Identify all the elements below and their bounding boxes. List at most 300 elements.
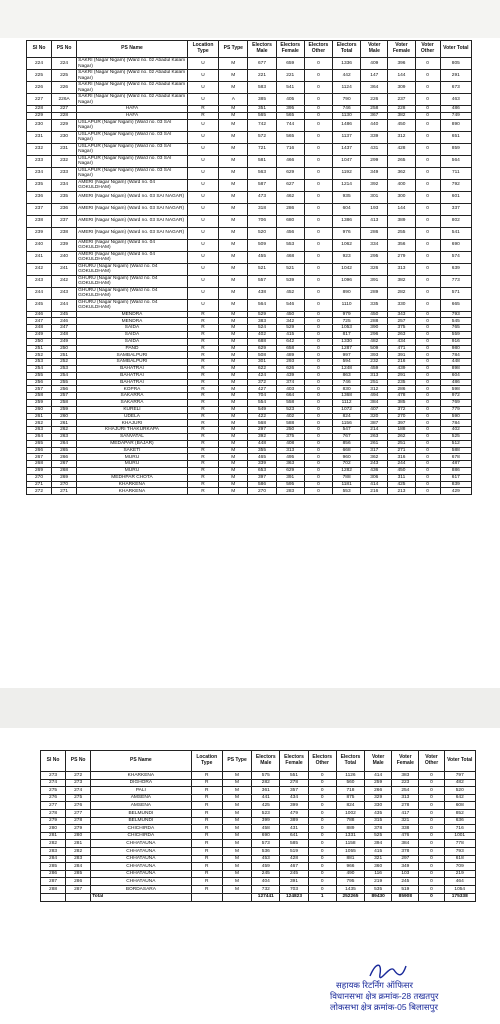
table-cell: 622 [248,365,276,372]
table-cell: 568 [248,420,276,427]
table-cell: 636 [444,817,475,825]
table-cell: 0 [308,809,336,817]
column-header: Electors Other [308,751,336,772]
table-cell: 0 [415,263,440,275]
table-cell: 565 [276,131,304,143]
table-cell: 0 [419,809,444,817]
table-cell: 397 [248,474,276,481]
table-cell: 702 [333,461,361,468]
table-cell: 0 [419,840,444,848]
table-cell: 1435 [336,885,364,893]
table-cell: M [219,481,248,488]
table-row [27,143,472,155]
table-cell: 455 [248,251,276,263]
table-cell: R [187,427,218,434]
table-cell: 0 [304,275,332,287]
table-cell: U [187,215,218,227]
table-cell: U [187,131,218,143]
table-cell: M [222,802,251,810]
table-cell: 665 [440,299,471,311]
table-row [27,406,472,413]
table-cell: 863 [333,372,361,379]
table-cell: 793 [440,311,471,318]
table-cell: M [219,345,248,352]
table-cell: U [187,167,218,179]
table-cell: 0 [415,461,440,468]
table-cell: 805 [440,58,471,70]
table-cell: 237 [27,203,52,215]
table-cell: R [187,338,218,345]
table-row [41,802,476,810]
table-cell: 468 [276,251,304,263]
table-cell: 541 [276,82,304,94]
table-cell: 235 [27,179,52,191]
table-cell: A [219,94,248,106]
table-cell: 364 [361,82,388,94]
table-cell: 414 [365,772,392,780]
table-cell: M [222,840,251,848]
table-cell: 452 [276,287,304,299]
table-cell: 797 [444,772,475,780]
ps-name-cell: KHARKENA [77,488,188,495]
table-cell: R [191,870,222,878]
table-cell: 519 [280,847,308,855]
table-cell: 554 [248,399,276,406]
table-cell: 270 [52,481,77,488]
table-cell: 581 [248,155,276,167]
table-cell: 425 [252,802,280,810]
table-cell: 0 [304,325,332,332]
table-cell: 0 [304,82,332,94]
table-row [27,239,472,251]
table-cell: R [191,772,222,780]
table-cell: U [187,94,218,106]
table-cell: 629 [276,467,304,474]
ps-name-cell: SAKRI (Nagar Nigam) (Ward no. 02 Abadul Kalam Nagar) [77,94,188,106]
table-cell: 721 [248,143,276,155]
table-row [27,467,472,474]
table-cell: 334 [361,239,388,251]
table-cell: 263 [52,433,77,440]
table-cell: 1282 [333,467,361,474]
signature-stamp [330,966,490,1022]
table-row [27,82,472,94]
ps-name-cell: HAFA [77,106,188,113]
table-cell: 1124 [333,82,361,94]
table-cell: 626 [276,365,304,372]
table-cell: 0 [308,847,336,855]
table-cell: R [191,863,222,871]
ps-name-cell: USLAPUR (Nagar Nigam) (Ward no. 03 SAI Nagar) [77,167,188,179]
table-cell: 272 [27,488,52,495]
table-cell: 536 [252,847,280,855]
table-cell: 425 [388,481,415,488]
table-cell: 241 [27,251,52,263]
table-cell: 0 [304,488,332,495]
table-cell: 0 [415,203,440,215]
table-cell: 639 [440,263,471,275]
table-cell: 482 [361,338,388,345]
table-cell: R [191,787,222,795]
table-cell: 0 [415,379,440,386]
table-cell: 392 [361,179,388,191]
table-cell: R [187,365,218,372]
table-cell: 0 [419,794,444,802]
table-cell: 574 [440,251,471,263]
signature-line-1: सहायक रिटर्निंग ऑफिसर [336,980,413,990]
table-cell: 271 [52,488,77,495]
ps-name-cell: SAMBALPURI [77,352,188,359]
table-cell: 383 [392,772,419,780]
table-cell: 248 [52,331,77,338]
table-cell: 1072 [333,406,361,413]
table-cell: 0 [304,467,332,474]
table-cell: 258 [361,106,388,113]
table-cell: R [191,802,222,810]
table-cell: 279 [388,251,415,263]
table-cell: 525 [365,832,392,840]
table-cell: 247 [52,325,77,332]
table-cell: 261 [361,440,388,447]
table-cell: 288 [361,318,388,325]
table-cell: 0 [415,481,440,488]
table-cell: 266 [52,454,77,461]
ps-name-cell: PALI [91,787,191,795]
table-cell: M [219,318,248,325]
signature-line-2: विधानसभा क्षेत्र क्रमांक-28 तखतपुर [330,991,439,1001]
table-cell: 276 [66,802,91,810]
table-cell: M [222,772,251,780]
table-cell: 408 [276,440,304,447]
table-cell: R [191,885,222,893]
table-cell: M [219,191,248,203]
table-cell: 247 [27,318,52,325]
table-cell: 272 [66,772,91,780]
table-cell: 0 [304,299,332,311]
table-cell: 330 [365,802,392,810]
table-cell: M [222,787,251,795]
table-cell: 439 [388,365,415,372]
table-cell: 997 [333,352,361,359]
ps-name-cell: MURU [77,467,188,474]
table-cell: M [219,365,248,372]
table-cell: R [187,481,218,488]
table-row [41,840,476,848]
table-cell: 338 [392,825,419,833]
table-cell: 240 [52,251,77,263]
ps-name-cell: AMSENA [91,802,191,810]
table-cell: 237 [388,94,415,106]
table-cell: 214 [361,427,388,434]
table-cell: 400 [388,179,415,191]
table-cell: 103 [392,870,419,878]
table-cell: 397 [388,420,415,427]
table-cell: 1042 [333,263,361,275]
table-cell: 349 [361,167,388,179]
table-cell: 486 [440,106,471,113]
table-cell: 267 [27,454,52,461]
table-cell: 746 [333,106,361,113]
table-cell: 254 [392,787,419,795]
table-cell: 255 [388,227,415,239]
table-cell: 824 [333,413,361,420]
table-cell: 523 [252,809,280,817]
table-row [27,263,472,275]
table-cell: 588 [440,447,471,454]
table-cell: 604 [440,372,471,379]
table-cell: 279 [41,817,66,825]
table-cell: 1486 [333,119,361,131]
table-cell: 254 [27,365,52,372]
table-cell: 725 [333,318,361,325]
table-cell: 279 [66,825,91,833]
table-cell: 385 [388,399,415,406]
table-cell: 508 [248,352,276,359]
table-cell: M [222,863,251,871]
table-cell: 564 [248,299,276,311]
table-cell: 278 [280,779,308,787]
ps-name-cell: SAKARRA [77,399,188,406]
table-cell: 116 [365,870,392,878]
table-cell: 558 [276,399,304,406]
table-cell: 773 [440,275,471,287]
table-cell: 0 [419,817,444,825]
column-header: Location Type [187,41,218,58]
table-cell: 588 [276,420,304,427]
table-cell: 255 [52,379,77,386]
ps-name-cell: USLAPUR (Nagar Nigam) (Ward no. 03 SAI Nagar) [77,143,188,155]
table-cell: 219 [444,870,475,878]
table-cell: 230 [27,119,52,131]
ps-name-cell: AMERI (Nagar Nigam) (Ward no. 03 SAI NAGAR) [77,215,188,227]
table-cell: 0 [304,359,332,366]
table-cell: 250 [27,338,52,345]
table-cell: 711 [440,167,471,179]
table-cell: 239 [27,227,52,239]
table-cell: 0 [304,155,332,167]
table-row [27,318,472,325]
ps-name-cell: SANVATAL [77,433,188,440]
table-cell: 233 [52,167,77,179]
table-cell: U [187,203,218,215]
table-row [41,825,476,833]
table-row [27,191,472,203]
table-cell: 0 [304,179,332,191]
table-row [27,179,472,191]
table-cell: 250 [52,345,77,352]
table-cell: 316 [388,454,415,461]
table-row [27,287,472,299]
table-cell: 792 [440,179,471,191]
table-cell: U [187,251,218,263]
table-cell: 608 [444,802,475,810]
table-cell: 0 [415,386,440,393]
ps-name-cell: SAKETI [77,447,188,454]
table-row [27,299,472,311]
table-cell: 520 [444,787,475,795]
table-cell: 263 [388,331,415,338]
table-cell: 274 [41,779,66,787]
table-cell: 313 [361,372,388,379]
table-cell: 413 [361,215,388,227]
table-cell: 0 [304,70,332,82]
table-cell: 0 [419,863,444,871]
table-row [27,338,472,345]
table-cell: 0 [304,372,332,379]
total-cell: 175338 [444,893,475,901]
table-cell: 0 [304,318,332,325]
table-cell: 213 [388,488,415,495]
ps-name-cell: AMERI (Nagar Nigam) (Ward no. 04 GOKULDHAM) [77,239,188,251]
table-cell: 802 [440,215,471,227]
table-cell: 193 [361,203,388,215]
table-cell: M [219,287,248,299]
table-cell: 225 [52,70,77,82]
table-cell: M [219,275,248,287]
total-cell: 252265 [336,893,364,901]
table-cell: 0 [415,94,440,106]
table-cell: 281 [66,840,91,848]
table-cell: 0 [419,885,444,893]
table-cell: 273 [41,772,66,780]
column-header: Electors Female [276,41,304,58]
table-cell: 245 [280,870,308,878]
table-cell: U [187,275,218,287]
table-cell: 238 [52,227,77,239]
table-cell: 234 [52,179,77,191]
table-cell: U [187,287,218,299]
table-cell: M [219,461,248,468]
table-cell: M [219,427,248,434]
table-cell: 464 [444,878,475,886]
table-cell: 367 [361,112,388,119]
table-cell: 765 [440,325,471,332]
table-cell: 251 [361,379,388,386]
table-cell: R [187,372,218,379]
table-cell: 590 [440,413,471,420]
table-row [27,481,472,488]
ps-name-cell: MEDAPAR (BAJAR) [77,440,188,447]
table-cell: 391 [361,275,388,287]
table-cell: 1054 [444,885,475,893]
table-cell: 342 [276,318,304,325]
table-cell: 0 [304,263,332,275]
table-cell: 1192 [333,167,361,179]
table-cell: 228 [27,106,52,113]
table-cell: 557 [248,275,276,287]
table-cell: 415 [276,331,304,338]
table-cell: M [219,239,248,251]
table-cell: 473 [248,191,276,203]
table-cell: R [187,420,218,427]
table-cell: 0 [419,832,444,840]
table-cell: 256 [27,379,52,386]
table-cell: 1053 [333,325,361,332]
table-cell: 311 [388,474,415,481]
table-cell: 0 [415,70,440,82]
table-cell: 235 [52,191,77,203]
table-cell: 0 [415,372,440,379]
table-cell: 690 [440,239,471,251]
table-cell: 252 [52,359,77,366]
column-header: PS Type [219,41,248,58]
table-cell: 0 [308,817,336,825]
ps-name-cell: KURELI [77,406,188,413]
table-cell: 795 [336,878,364,886]
table-cell: 390 [361,325,388,332]
table-cell: 259 [52,406,77,413]
table-cell: 285 [66,870,91,878]
table-cell: 0 [304,474,332,481]
table-cell: 0 [415,131,440,143]
table-cell: 0 [304,143,332,155]
table-cell: R [187,352,218,359]
ps-name-cell: AMSENA [91,794,191,802]
table-cell: 0 [304,94,332,106]
table-cell: M [219,440,248,447]
table-cell: 0 [419,878,444,886]
table-cell: M [219,386,248,393]
ps-name-cell: BELMUNDI [91,809,191,817]
table-cell: 0 [304,345,332,352]
column-header: Electors Male [252,751,280,772]
table-cell: 0 [308,772,336,780]
table-cell: 257 [388,318,415,325]
table-cell: 269 [52,474,77,481]
table-cell: 299 [361,155,388,167]
table-cell: 486 [440,379,471,386]
table-cell: M [219,406,248,413]
table-cell: R [187,359,218,366]
table-cell: 450 [361,311,388,318]
table-cell: 277 [41,802,66,810]
table-row [27,227,472,239]
table-cell: 255 [27,372,52,379]
table-cell: 450 [388,119,415,131]
table-cell: 0 [415,413,440,420]
table-cell: 618 [444,855,475,863]
table-cell: 482 [444,779,475,787]
table-cell: 357 [280,787,308,795]
table-cell: 277 [66,809,91,817]
table-cell: 547 [333,427,361,434]
table-cell: 239 [52,239,77,251]
table-cell: 424 [248,372,276,379]
table-cell: 188 [388,427,415,434]
table-cell: 0 [304,191,332,203]
table-cell: M [222,809,251,817]
table-cell: 1287 [333,345,361,352]
table-cell: 395 [276,106,304,113]
table-cell: 0 [304,461,332,468]
table-cell: 487 [440,461,471,468]
table-row [27,131,472,143]
table-cell: 651 [440,131,471,143]
table-cell: 0 [415,119,440,131]
table-cell: 898 [440,365,471,372]
table-cell: 916 [440,338,471,345]
table-cell: 280 [66,832,91,840]
ps-name-cell: CHHATAUNA [91,840,191,848]
table-cell: R [187,106,218,113]
table-cell: 1158 [336,840,364,848]
table-cell: 0 [304,338,332,345]
table-cell: 242 [52,275,77,287]
table-cell: 0 [304,131,332,143]
table-cell: 286 [361,227,388,239]
table-cell: 479 [280,809,308,817]
table-cell: 0 [415,325,440,332]
